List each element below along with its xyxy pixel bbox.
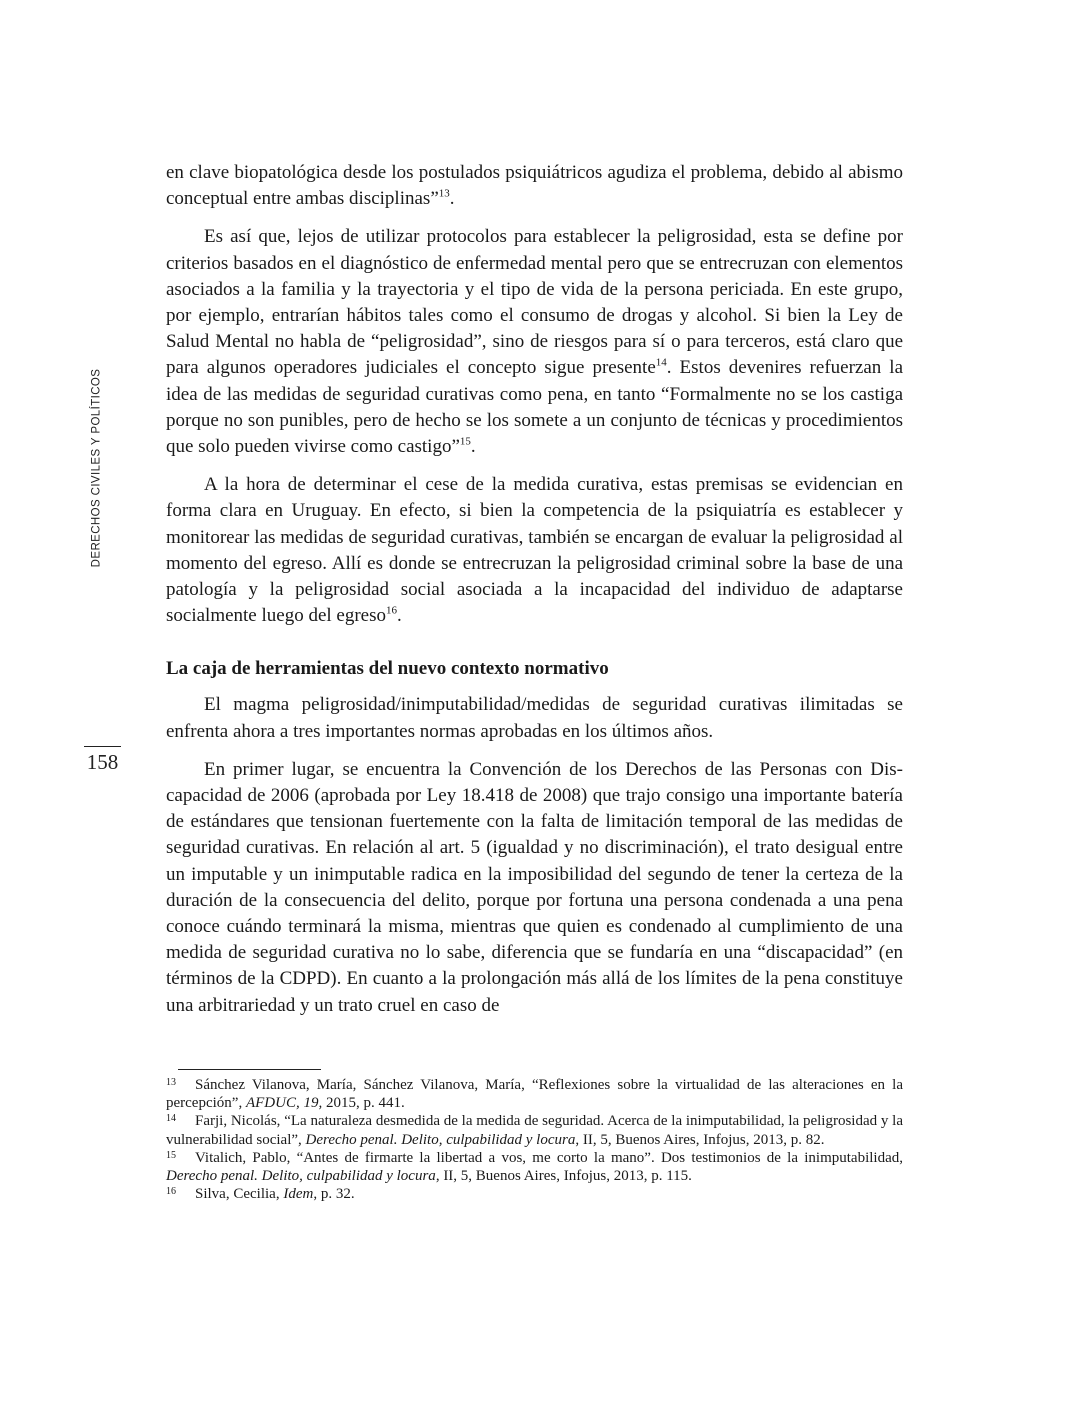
footnote-14 bbox=[166, 1112, 903, 1148]
footnote-number: 13 bbox=[166, 1077, 176, 1088]
paragraph-4: El magma peligrosidad/inimputabilidad/medidas de seguridad curativas ilimitadas se enfrenta ahora a tres importantes normas aprobadas en los últimos años. bbox=[166, 694, 903, 742]
footnote-text-end: , II, 5, Buenos Aires, Infojus, 2013, p. 82. bbox=[575, 1131, 825, 1148]
paragraph-2-text: Es así que, lejos de utilizar protocolos para establecer la peligrosidad, esta se define por criterios basados en el diagnóstico de enfermedad mental pero que se entrecruzan con elementos asociados a la familia y la trayectoria y el tipo de vida de la persona periciada. En este grupo, por ejemplo, entrarían hábitos tales como el consumo de drogas y alcohol. Si bien la Ley de Salud Mental no habla de “peligrosidad”, sino de riesgos para sí o para terceros, está claro que para algunos operadores judiciales el concepto sigue presente bbox=[166, 226, 903, 379]
footnote-text-end: , p. 32. bbox=[313, 1186, 355, 1203]
footnote-ref-14[interactable]: 14 bbox=[655, 357, 667, 370]
footnote-text: Vitalich, Pablo, “Antes de firmarte la libertad a vos, me corto la mano”. Dos testimonios de la inimputabilidad, bbox=[195, 1149, 903, 1166]
footnote-italic: AFDUC, 19, bbox=[245, 1095, 323, 1112]
running-head bbox=[86, 368, 106, 568]
footnotes bbox=[166, 1076, 903, 1203]
paragraph-2-text-cont: . Estos devenires refuerzan la idea de las medidas de seguridad curativas como pena, en tanto “Formalmente no se los castiga porque no son punibles, pero de hecho se los somete a un conjunto de técnicas y procedimientos que solo pueden vivirse como castigo” bbox=[166, 357, 903, 458]
running-head-text: DERECHOS CIVILES Y POLÍTICOS bbox=[90, 368, 103, 568]
page-number: 158 bbox=[86, 750, 119, 774]
paragraph-2 bbox=[166, 224, 903, 460]
paragraph-1-end: . bbox=[449, 188, 455, 210]
footnote-number: 15 bbox=[166, 1149, 176, 1161]
footnote-separator bbox=[178, 1069, 321, 1070]
section-heading: La caja de herramientas del nuevo contexto normativo bbox=[166, 658, 609, 680]
footnote-ref-16[interactable]: 16 bbox=[386, 604, 398, 617]
footnote-ref-15[interactable]: 15 bbox=[459, 435, 471, 448]
footnote-16 bbox=[166, 1185, 903, 1203]
paragraph-1-text: en clave biopatológica desde los postulados psiquiátricos agudiza el problema, debido al abismo conceptual entre ambas disciplinas” bbox=[166, 162, 903, 210]
footnote-italic: Idem bbox=[283, 1186, 314, 1203]
paragraph-3 bbox=[166, 472, 903, 629]
footnote-italic: Derecho penal. Delito, culpabilidad y locura bbox=[166, 1168, 436, 1185]
footnote-text: Silva, Cecilia, bbox=[195, 1186, 284, 1203]
footnote-text: Farji, Nicolás, “La naturaleza desmedida de la medida de seguridad. Acerca de la inimputabilidad, la peligrosidad y la vulnerabilidad social”, bbox=[166, 1113, 903, 1148]
footnote-13 bbox=[166, 1076, 903, 1112]
page-number-rule bbox=[84, 746, 121, 747]
paragraph-5: En primer lugar, se encuentra la Convención de los Derechos de las Personas con Discapacidad de 2006 (aprobada por Ley 18.418 de 2008) que trajo consigo una importante batería de estándares que tensionan fuertemente con la falta de limitación temporal de las medidas de seguridad curativas. En relación al art. 5 (igualdad y no discriminación), el trato desigual entre un imputable y un inimputable radica en la imposibilidad del segundo de tener la certeza de la duración de la consecuencia del delito, porque por fortuna una persona condenada a una pena conoce cuándo terminará la misma, mientras que quien es condenado al cumplimiento de una medida de seguridad curativa no lo sabe, diferencia que se fundaría en una “discapacidad” (en términos de la CDPD). En cuanto a la prolongación más allá de los límites de la pena constituye una arbitrariedad y un trato cruel en caso de bbox=[166, 758, 903, 1016]
footnote-15 bbox=[166, 1149, 903, 1185]
footnote-number: 16 bbox=[166, 1186, 176, 1198]
footnote-ref-13[interactable]: 13 bbox=[438, 187, 450, 200]
body-text bbox=[166, 160, 903, 1019]
paragraph-3-text: A la hora de determinar el cese de la medida curativa, estas premisas se evidencian en forma clara en Uruguay. En efecto, si bien la competencia de la psiquiatría es establecer y monitorear las medidas de seguridad curativas, también se encargan de evaluar la peligrosidad al momento del egreso. Allí es donde se entrecruzan la peligrosidad criminal sobre la base de una patología y la peligrosidad social asociada a la incapacidad del individuo de adaptarse socialmente luego del egreso bbox=[166, 474, 903, 627]
footnote-text-end: , II, 5, Buenos Aires, Infojus, 2013, p. 115. bbox=[435, 1168, 692, 1185]
footnote-number: 14 bbox=[166, 1113, 176, 1125]
footnote-text: Sánchez Vilanova, María, Sánchez Vilanova, María, “Reflexiones sobre la virtualidad de las alteraciones en la percepción”, bbox=[166, 1077, 903, 1112]
paragraph-1 bbox=[166, 160, 903, 212]
footnote-italic: Derecho penal. Delito, culpabilidad y locura bbox=[305, 1131, 576, 1148]
paragraph-3-end: . bbox=[397, 605, 402, 627]
footnote-text-end: 2015, p. 441. bbox=[322, 1095, 405, 1112]
paragraph-2-end: . bbox=[470, 436, 476, 458]
